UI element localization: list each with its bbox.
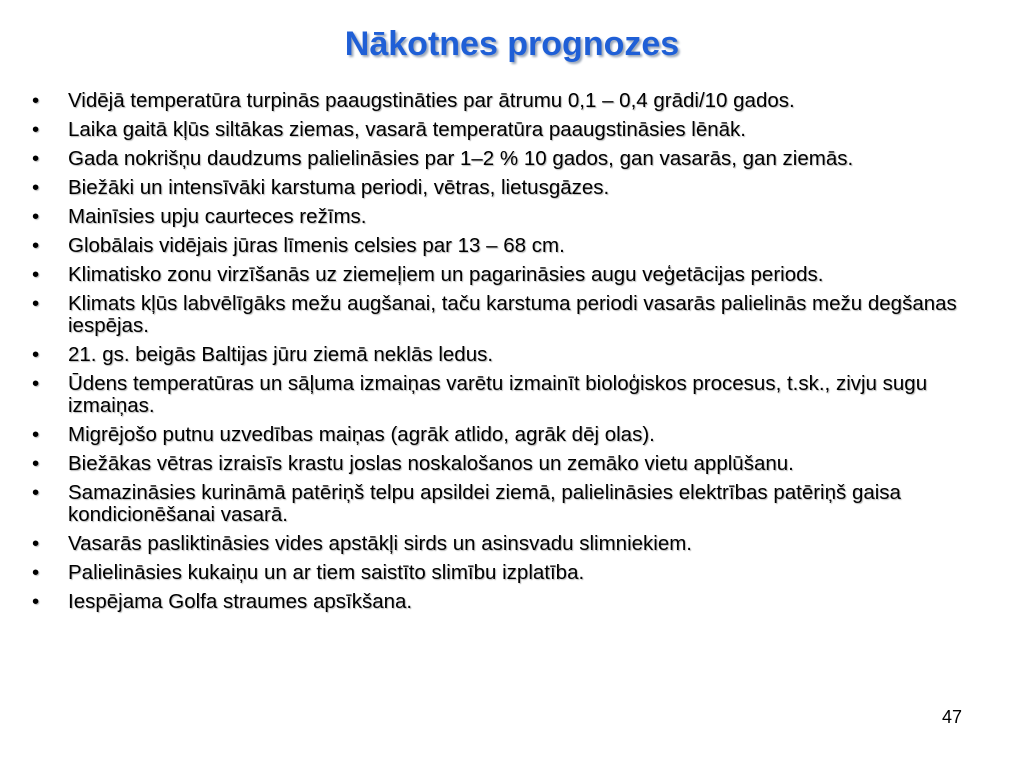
bullet-text: Globālais vidējais jūras līmenis celsies par 13 – 68 cm. [68, 234, 565, 257]
bullet-dot-icon: • [32, 89, 40, 112]
bullet-item [30, 533, 1002, 555]
bullet-item [30, 119, 1002, 141]
bullet-text: Klimatisko zonu virzīšanās uz ziemeļiem un pagarināsies augu veģetācijas periods. [68, 263, 824, 286]
bullet-text: Biežākas vētras izraisīs krastu joslas noskalošanos un zemāko vietu applūšanu. [68, 452, 794, 475]
bullet-item [30, 148, 1002, 170]
bullet-text: 21. gs. beigās Baltijas jūru ziemā neklās ledus. [68, 343, 494, 366]
bullet-dot-icon: • [32, 481, 40, 504]
bullet-text: Samazināsies kurināmā patēriņš telpu apsildei ziemā, palielināsies elektrības patēriņš gaisa kondicionēšanai vasarā. [68, 481, 901, 526]
bullet-item [30, 235, 1002, 257]
bullet-text: Migrējošo putnu uzvedības maiņas (agrāk atlido, agrāk dēj olas). [68, 423, 655, 446]
slide-title: Nākotnes prognozes [344, 25, 680, 63]
bullet-dot-icon: • [32, 343, 40, 366]
bullet-item [30, 424, 1002, 446]
bullet-item [30, 206, 1002, 228]
bullet-item [30, 453, 1002, 475]
bullet-dot-icon: • [32, 176, 40, 199]
bullet-item [30, 591, 1002, 613]
bullet-dot-icon: • [32, 263, 40, 286]
bullet-text: Iespējama Golfa straumes apsīkšana. [68, 590, 413, 613]
bullet-dot-icon: • [32, 561, 40, 584]
bullet-item [30, 264, 1002, 286]
bullet-text: Biežāki un intensīvāki karstuma periodi, vētras, lietusgāzes. [68, 176, 610, 199]
bullet-text: Ūdens temperatūras un sāļuma izmaiņas varētu izmainīt bioloģiskos procesus, t.sk., zivju sugu izmaiņas. [68, 372, 928, 417]
bullet-item [30, 373, 1002, 417]
bullet-dot-icon: • [32, 452, 40, 475]
bullet-text: Gada nokrišņu daudzums palielināsies par 1–2 % 10 gados, gan vasarās, gan ziemās. [68, 147, 854, 170]
bullet-item [30, 90, 1002, 112]
bullet-dot-icon: • [32, 234, 40, 257]
bullet-text: Vidējā temperatūra turpinās paaugstināties par ātrumu 0,1 – 0,4 grādi/10 gados. [68, 89, 795, 112]
bullet-dot-icon: • [32, 590, 40, 613]
bullet-dot-icon: • [32, 532, 40, 555]
bullet-dot-icon: • [32, 147, 40, 170]
bullet-text: Palielināsies kukaiņu un ar tiem saistīto slimību izplatība. [68, 561, 585, 584]
bullet-item [30, 344, 1002, 366]
bullet-list [30, 90, 1002, 620]
page-number: 47 [941, 707, 962, 727]
bullet-item [30, 293, 1002, 337]
bullet-dot-icon: • [32, 205, 40, 228]
bullet-item [30, 562, 1002, 584]
bullet-text: Vasarās pasliktināsies vides apstākļi sirds un asinsvadu slimniekiem. [68, 532, 692, 555]
bullet-item [30, 177, 1002, 199]
bullet-dot-icon: • [32, 372, 40, 395]
bullet-text: Mainīsies upju caurteces režīms. [68, 205, 367, 228]
bullet-dot-icon: • [32, 118, 40, 141]
bullet-text: Laika gaitā kļūs siltākas ziemas, vasarā temperatūra paaugstināsies lēnāk. [68, 118, 746, 141]
bullet-dot-icon: • [32, 292, 40, 315]
bullet-item [30, 482, 1002, 526]
bullet-text: Klimats kļūs labvēlīgāks mežu augšanai, taču karstuma periodi vasarās palielinās mežu degšanas iespējas. [68, 292, 957, 337]
bullet-dot-icon: • [32, 423, 40, 446]
